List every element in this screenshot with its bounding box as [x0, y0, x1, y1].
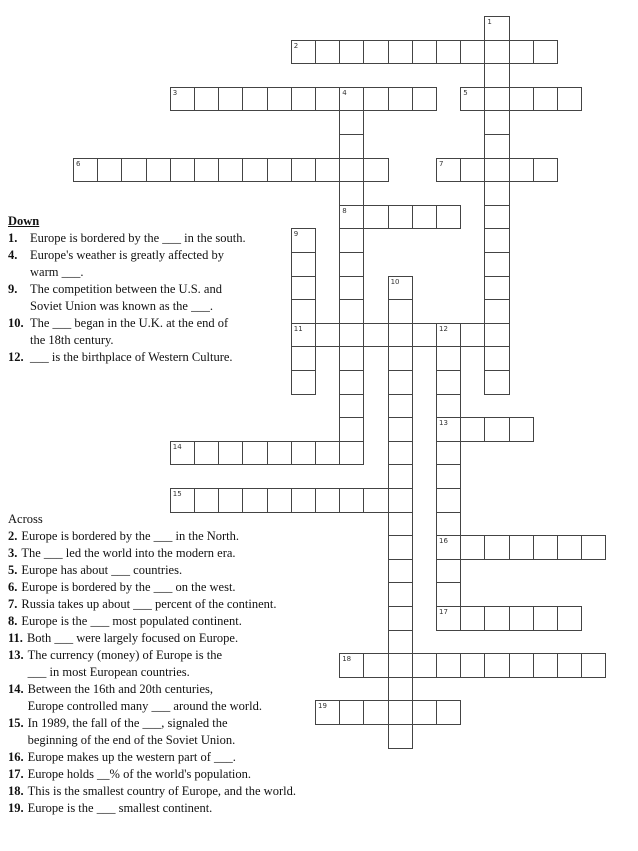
grid-cell[interactable]	[484, 181, 509, 206]
grid-cell[interactable]	[484, 299, 509, 324]
clue-number-label: 14	[172, 442, 182, 451]
grid-cell[interactable]	[194, 441, 219, 466]
grid-cell[interactable]	[484, 110, 509, 135]
grid-cell[interactable]	[315, 158, 340, 183]
grid-cell[interactable]	[388, 653, 413, 678]
grid-cell[interactable]	[315, 87, 340, 112]
clue-text: In 1989, the fall of the ___, signaled the beginning of the end of the Soviet Union.	[27, 716, 236, 747]
clue-text: Europe makes up the western part of ___.	[27, 750, 236, 764]
grid-cell[interactable]	[484, 63, 509, 88]
grid-cell[interactable]	[436, 464, 461, 489]
clue-text: Europe is the ___ most populated continent.	[21, 614, 242, 628]
clue-number-label: 11	[293, 324, 303, 333]
grid-cell[interactable]	[436, 512, 461, 537]
across-clue	[8, 579, 296, 596]
clue-number: 3.	[8, 546, 18, 560]
grid-cell[interactable]	[436, 653, 461, 678]
grid-cell[interactable]	[339, 276, 364, 301]
clue-number: 13.	[8, 648, 24, 662]
grid-cell[interactable]	[581, 535, 606, 560]
grid-cell[interactable]	[533, 653, 558, 678]
grid-cell[interactable]	[388, 724, 413, 749]
grid-cell[interactable]	[484, 40, 509, 65]
grid-cell[interactable]	[170, 158, 195, 183]
clue-number-label: 4	[342, 88, 347, 97]
grid-cell[interactable]	[339, 417, 364, 442]
grid-cell[interactable]	[339, 87, 364, 112]
grid-cell[interactable]	[388, 535, 413, 560]
grid-cell[interactable]	[339, 252, 364, 277]
clue-number-label: 5	[463, 88, 468, 97]
grid-cell[interactable]	[388, 394, 413, 419]
clue-text: Europe holds __% of the world's population.	[27, 767, 252, 781]
grid-cell[interactable]	[460, 417, 485, 442]
clue-number: 6.	[8, 580, 18, 594]
grid-cell[interactable]	[339, 205, 364, 230]
grid-cell[interactable]	[339, 299, 364, 324]
grid-cell[interactable]	[460, 535, 485, 560]
grid-cell[interactable]	[291, 40, 316, 65]
grid-cell[interactable]	[363, 653, 388, 678]
grid-cell[interactable]	[267, 87, 292, 112]
clue-number: 15.	[8, 716, 24, 730]
grid-cell[interactable]	[388, 417, 413, 442]
grid-cell[interactable]	[218, 441, 243, 466]
grid-cell[interactable]	[339, 653, 364, 678]
grid-cell[interactable]	[436, 40, 461, 65]
clue-number-label: 3	[172, 88, 178, 97]
clue-text: Both ___ were largely focused on Europe.	[26, 631, 239, 645]
grid-cell[interactable]	[436, 535, 461, 560]
clue-number-label: 8	[342, 206, 347, 215]
clue-number: 9.	[8, 282, 18, 296]
grid-cell[interactable]	[194, 87, 219, 112]
clue-number-label: 2	[293, 41, 299, 50]
clue-number-label: 9	[293, 230, 299, 239]
clue-number-label: 6	[76, 159, 81, 168]
grid-cell[interactable]	[363, 205, 388, 230]
grid-cell[interactable]	[339, 158, 364, 183]
grid-cell[interactable]	[339, 181, 364, 206]
grid-cell[interactable]	[194, 488, 219, 513]
grid-cell[interactable]	[291, 323, 316, 348]
grid-cell[interactable]	[363, 158, 388, 183]
grid-cell[interactable]	[557, 653, 582, 678]
clue-text: The currency (money) of Europe is the ___ in most European countries.	[27, 648, 222, 679]
clue-number: 1.	[8, 231, 18, 245]
grid-cell[interactable]	[388, 582, 413, 607]
grid-cell[interactable]	[388, 677, 413, 702]
across-heading: Across	[8, 512, 43, 526]
clue-number: 2.	[8, 529, 18, 543]
grid-cell[interactable]	[121, 158, 146, 183]
grid-cell[interactable]	[339, 370, 364, 395]
grid-cell[interactable]	[218, 488, 243, 513]
grid-cell[interactable]	[509, 417, 534, 442]
clue-text: Europe's weather is greatly affected by warm ___.	[30, 248, 224, 279]
clue-text: Europe is the ___ smallest continent.	[27, 801, 213, 815]
across-clue	[8, 562, 296, 579]
grid-cell[interactable]	[388, 630, 413, 655]
clue-text: Between the 16th and 20th centuries, Europe controlled many ___ around the world.	[27, 682, 262, 713]
grid-cell[interactable]	[242, 488, 267, 513]
clue-number-label: 13	[439, 419, 448, 428]
clue-number: 4.	[8, 248, 18, 262]
across-clue	[8, 783, 296, 800]
across-clue	[8, 647, 296, 681]
grid-cell[interactable]	[339, 110, 364, 135]
grid-cell[interactable]	[436, 323, 461, 348]
grid-cell[interactable]	[460, 158, 485, 183]
grid-cell[interactable]	[218, 158, 243, 183]
grid-cell[interactable]	[242, 158, 267, 183]
grid-cell[interactable]	[436, 441, 461, 466]
grid-cell[interactable]	[339, 228, 364, 253]
clue-number-label: 19	[318, 702, 327, 711]
clue-text: The ___ led the world into the modern era.	[21, 546, 236, 560]
grid-cell[interactable]	[267, 158, 292, 183]
clue-text: The ___ began in the U.K. at the end of the 18th century.	[30, 316, 229, 347]
clue-number: 7.	[8, 597, 18, 611]
grid-cell[interactable]	[291, 228, 316, 253]
clue-number-label: 7	[439, 159, 444, 168]
grid-cell[interactable]	[460, 87, 485, 112]
grid-cell[interactable]	[363, 323, 388, 348]
grid-cell[interactable]	[484, 417, 509, 442]
clue-number-label: 16	[439, 537, 448, 546]
grid-cell[interactable]	[436, 205, 461, 230]
clue-number-label: 15	[172, 490, 182, 498]
grid-cell[interactable]	[557, 606, 582, 631]
grid-cell[interactable]	[388, 559, 413, 584]
across-clue	[8, 766, 296, 783]
grid-cell[interactable]	[557, 87, 582, 112]
grid-cell[interactable]	[388, 464, 413, 489]
grid-cell[interactable]	[363, 700, 388, 725]
across-clue	[8, 630, 296, 647]
grid-cell[interactable]	[291, 276, 316, 301]
grid-cell[interactable]	[315, 441, 340, 466]
clue-text: Europe is bordered by the ___ on the west.	[21, 580, 236, 594]
clue-number: 14.	[8, 682, 24, 696]
grid-cell[interactable]	[412, 700, 437, 725]
grid-cell[interactable]	[460, 653, 485, 678]
clue-number-label: 10	[390, 277, 400, 286]
grid-cell[interactable]	[339, 700, 364, 725]
grid-cell[interactable]	[291, 488, 316, 513]
clue-number-label: 18	[342, 655, 352, 664]
grid-cell[interactable]	[388, 87, 413, 112]
grid-cell[interactable]	[291, 370, 316, 395]
grid-cell[interactable]	[436, 559, 461, 584]
down-clue	[8, 281, 246, 315]
grid-cell[interactable]	[388, 370, 413, 395]
grid-cell[interactable]	[363, 87, 388, 112]
grid-cell[interactable]	[460, 606, 485, 631]
grid-cell[interactable]	[363, 488, 388, 513]
grid-cell[interactable]	[388, 276, 413, 301]
grid-cell[interactable]	[412, 205, 437, 230]
grid-cell[interactable]	[73, 158, 98, 183]
grid-cell[interactable]	[388, 700, 413, 725]
across-clues	[8, 511, 296, 817]
grid-cell[interactable]	[533, 87, 558, 112]
grid-cell[interactable]	[339, 346, 364, 371]
grid-cell[interactable]	[509, 606, 534, 631]
grid-cell[interactable]	[484, 252, 509, 277]
down-clue	[8, 315, 246, 349]
grid-cell[interactable]	[291, 87, 316, 112]
across-clue	[8, 681, 296, 715]
clue-text: Europe is bordered by the ___ in the south.	[30, 231, 246, 245]
grid-cell[interactable]	[509, 87, 534, 112]
across-clue	[8, 800, 296, 817]
grid-cell[interactable]	[291, 252, 316, 277]
grid-cell[interactable]	[315, 323, 340, 348]
grid-cell[interactable]	[484, 158, 509, 183]
grid-cell[interactable]	[339, 441, 364, 466]
clue-text: This is the smallest country of Europe, and the world.	[27, 784, 296, 798]
clue-number-label: 1	[487, 18, 492, 26]
grid-cell[interactable]	[388, 40, 413, 65]
grid-cell[interactable]	[412, 323, 437, 348]
across-clue	[8, 545, 296, 562]
across-clue	[8, 749, 296, 766]
grid-cell[interactable]	[388, 441, 413, 466]
grid-cell[interactable]	[412, 653, 437, 678]
grid-cell[interactable]	[484, 370, 509, 395]
grid-cell[interactable]	[436, 158, 461, 183]
down-heading: Down	[8, 214, 40, 228]
grid-cell[interactable]	[436, 582, 461, 607]
grid-cell[interactable]	[315, 700, 340, 725]
grid-cell[interactable]	[484, 87, 509, 112]
grid-cell[interactable]	[484, 606, 509, 631]
grid-cell[interactable]	[242, 87, 267, 112]
across-clue	[8, 715, 296, 749]
grid-cell[interactable]	[170, 441, 195, 466]
grid-cell[interactable]	[388, 606, 413, 631]
grid-cell[interactable]	[484, 535, 509, 560]
clue-text: ___ is the birthplace of Western Culture.	[30, 350, 233, 364]
clue-number: 8.	[8, 614, 18, 628]
clue-number: 19.	[8, 801, 24, 815]
grid-cell[interactable]	[484, 228, 509, 253]
grid-cell[interactable]	[267, 488, 292, 513]
grid-cell[interactable]	[436, 606, 461, 631]
grid-cell[interactable]	[460, 40, 485, 65]
grid-cell[interactable]	[388, 205, 413, 230]
grid-cell[interactable]	[339, 134, 364, 159]
grid-cell[interactable]	[291, 299, 316, 324]
grid-cell[interactable]	[509, 158, 534, 183]
grid-cell[interactable]	[339, 488, 364, 513]
grid-cell[interactable]	[291, 441, 316, 466]
grid-cell[interactable]	[412, 87, 437, 112]
grid-cell[interactable]	[267, 441, 292, 466]
grid-cell[interactable]	[484, 134, 509, 159]
down-clue	[8, 349, 246, 366]
grid-cell[interactable]	[339, 323, 364, 348]
grid-cell[interactable]	[484, 346, 509, 371]
grid-cell[interactable]	[363, 40, 388, 65]
grid-cell[interactable]	[242, 441, 267, 466]
grid-cell[interactable]	[436, 346, 461, 371]
grid-cell[interactable]	[484, 16, 509, 41]
clue-text: Europe is bordered by the ___ in the North.	[21, 529, 240, 543]
clue-number: 12.	[8, 350, 24, 364]
grid-cell[interactable]	[339, 394, 364, 419]
clue-number: 17.	[8, 767, 24, 781]
clue-number: 5.	[8, 563, 18, 577]
down-clues	[8, 213, 246, 366]
grid-cell[interactable]	[436, 370, 461, 395]
down-clue	[8, 247, 246, 281]
grid-cell[interactable]	[436, 488, 461, 513]
grid-cell[interactable]	[509, 653, 534, 678]
grid-cell[interactable]	[533, 40, 558, 65]
grid-cell[interactable]	[533, 158, 558, 183]
grid-cell[interactable]	[291, 158, 316, 183]
grid-cell[interactable]	[509, 535, 534, 560]
grid-cell[interactable]	[436, 417, 461, 442]
grid-cell[interactable]	[412, 40, 437, 65]
grid-cell[interactable]	[315, 40, 340, 65]
clue-number: 11.	[8, 631, 23, 645]
grid-cell[interactable]	[388, 512, 413, 537]
grid-cell[interactable]	[146, 158, 171, 183]
clue-text: Russia takes up about ___ percent of the continent.	[21, 597, 277, 611]
grid-cell[interactable]	[291, 346, 316, 371]
clue-number-label: 12	[439, 324, 448, 333]
grid-cell[interactable]	[484, 323, 509, 348]
grid-cell[interactable]	[97, 158, 122, 183]
clue-number-label: 17	[439, 608, 448, 616]
grid-cell[interactable]	[533, 606, 558, 631]
grid-cell[interactable]	[509, 40, 534, 65]
grid-cell[interactable]	[557, 535, 582, 560]
grid-cell[interactable]	[436, 394, 461, 419]
grid-cell[interactable]	[170, 488, 195, 513]
across-clue	[8, 596, 296, 613]
grid-cell[interactable]	[533, 535, 558, 560]
across-clue	[8, 613, 296, 630]
grid-cell[interactable]	[388, 488, 413, 513]
grid-cell[interactable]	[194, 158, 219, 183]
clue-number: 16.	[8, 750, 24, 764]
grid-cell[interactable]	[315, 488, 340, 513]
grid-cell[interactable]	[484, 205, 509, 230]
grid-cell[interactable]	[484, 276, 509, 301]
clue-text: Europe has about ___ countries.	[21, 563, 183, 577]
grid-cell[interactable]	[388, 346, 413, 371]
grid-cell[interactable]	[170, 87, 195, 112]
clue-text: The competition between the U.S. and Soviet Union was known as the ___.	[30, 282, 222, 313]
grid-cell[interactable]	[460, 323, 485, 348]
across-clue	[8, 528, 296, 545]
grid-cell[interactable]	[218, 87, 243, 112]
grid-cell[interactable]	[388, 323, 413, 348]
clue-number: 18.	[8, 784, 24, 798]
clue-number: 10.	[8, 316, 24, 330]
grid-cell[interactable]	[388, 299, 413, 324]
grid-cell[interactable]	[436, 700, 461, 725]
grid-cell[interactable]	[339, 40, 364, 65]
grid-cell[interactable]	[581, 653, 606, 678]
down-clue	[8, 230, 246, 247]
grid-cell[interactable]	[484, 653, 509, 678]
